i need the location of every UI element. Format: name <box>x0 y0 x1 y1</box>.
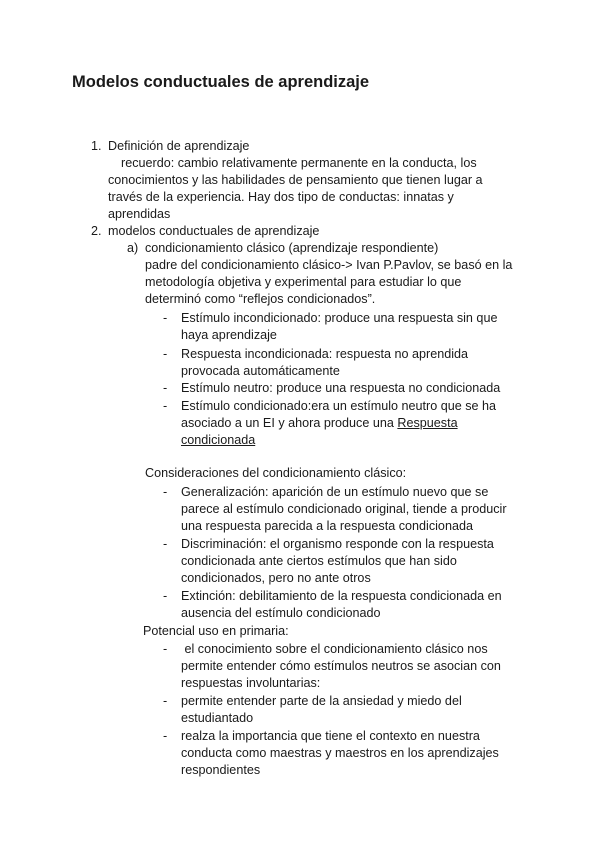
bullet-dash: - <box>163 537 168 551</box>
classical-conditioning-heading: condicionamiento clásico (aprendizaje respondiente) <box>145 241 439 255</box>
use-text: estudiantado <box>181 711 254 725</box>
definition-line: recuerdo: cambio relativamente permanente en la conducta, los <box>121 156 477 170</box>
definition-line: conocimientos y las habilidades de pensamiento que tienen lugar a <box>108 173 483 187</box>
bullet-dash: - <box>163 399 168 413</box>
use-text: permite entender parte de la ansiedad y miedo del <box>181 694 462 708</box>
models-heading: modelos conductuales de aprendizaje <box>108 224 320 238</box>
definition-heading: Definición de aprendizaje <box>108 139 250 153</box>
underlined-term: Respuesta <box>397 416 458 430</box>
consideration-text: parece al estímulo condicionado original, tiende a producir <box>181 502 507 516</box>
bullet-dash: - <box>163 589 168 603</box>
pavlov-line: padre del condicionamiento clásico-> Ivan P.Pavlov, se basó en la <box>145 258 513 272</box>
consideration-text: Generalización: aparición de un estímulo nuevo que se <box>181 485 489 499</box>
considerations-heading: Consideraciones del condicionamiento clásico: <box>145 466 407 480</box>
bullet-dash: - <box>163 485 168 499</box>
underlined-term: condicionada <box>181 433 256 447</box>
bullet-dash: - <box>163 642 168 656</box>
consideration-text: condicionados, pero no ante otros <box>181 571 371 585</box>
bullet-text: provocada automáticamente <box>181 364 340 378</box>
consideration-text: Discriminación: el organismo responde con la respuesta <box>181 537 494 551</box>
uses-heading: Potencial uso en primaria: <box>143 624 289 638</box>
page-title: Modelos conductuales de aprendizaje <box>72 73 370 91</box>
sublist-letter-a: a) <box>127 241 139 255</box>
bullet-text: Estímulo condicionado:era un estímulo neutro que se ha <box>181 399 497 413</box>
list-number-1: 1. <box>91 139 102 153</box>
bullet-text: Estímulo neutro: produce una respuesta no condicionada <box>181 381 501 395</box>
bullet-dash: - <box>163 694 168 708</box>
pavlov-line: determinó como “reflejos condicionados”. <box>145 292 376 306</box>
pavlov-line: metodología objetiva y experimental para estudiar lo que <box>145 275 462 289</box>
use-text: el conocimiento sobre el condicionamiento clásico nos <box>181 642 488 656</box>
bullet-dash: - <box>163 311 168 325</box>
use-text: respuestas involuntarias: <box>181 676 321 690</box>
use-text: realza la importancia que tiene el contexto en nuestra <box>181 729 480 743</box>
use-text: conducta como maestras y maestros en los aprendizajes <box>181 746 499 760</box>
consideration-text: ausencia del estímulo condicionado <box>181 606 381 620</box>
definition-line: través de la experiencia. Hay dos tipo de conductas: innatas y <box>108 190 454 204</box>
use-text: permite entender cómo estímulos neutros se asocian con <box>181 659 501 673</box>
bullet-text-with-link <box>181 415 458 432</box>
use-text: respondientes <box>181 763 261 777</box>
bullet-text: asociado a un EI y ahora produce una <box>181 416 398 430</box>
consideration-text: condicionada ante ciertos estímulos que han sido <box>181 554 457 568</box>
consideration-text: Extinción: debilitamiento de la respuesta condicionada en <box>181 589 502 603</box>
bullet-dash: - <box>163 381 168 395</box>
bullet-dash: - <box>163 729 168 743</box>
bullet-text: haya aprendizaje <box>181 328 277 342</box>
bullet-text: Estímulo incondicionado: produce una respuesta sin que <box>181 311 498 325</box>
bullet-text: Respuesta incondicionada: respuesta no aprendida <box>181 347 469 361</box>
consideration-text: una respuesta parecida a la respuesta condicionada <box>181 519 473 533</box>
bullet-dash: - <box>163 347 168 361</box>
list-number-2: 2. <box>91 224 102 238</box>
definition-line: aprendidas <box>108 207 171 221</box>
